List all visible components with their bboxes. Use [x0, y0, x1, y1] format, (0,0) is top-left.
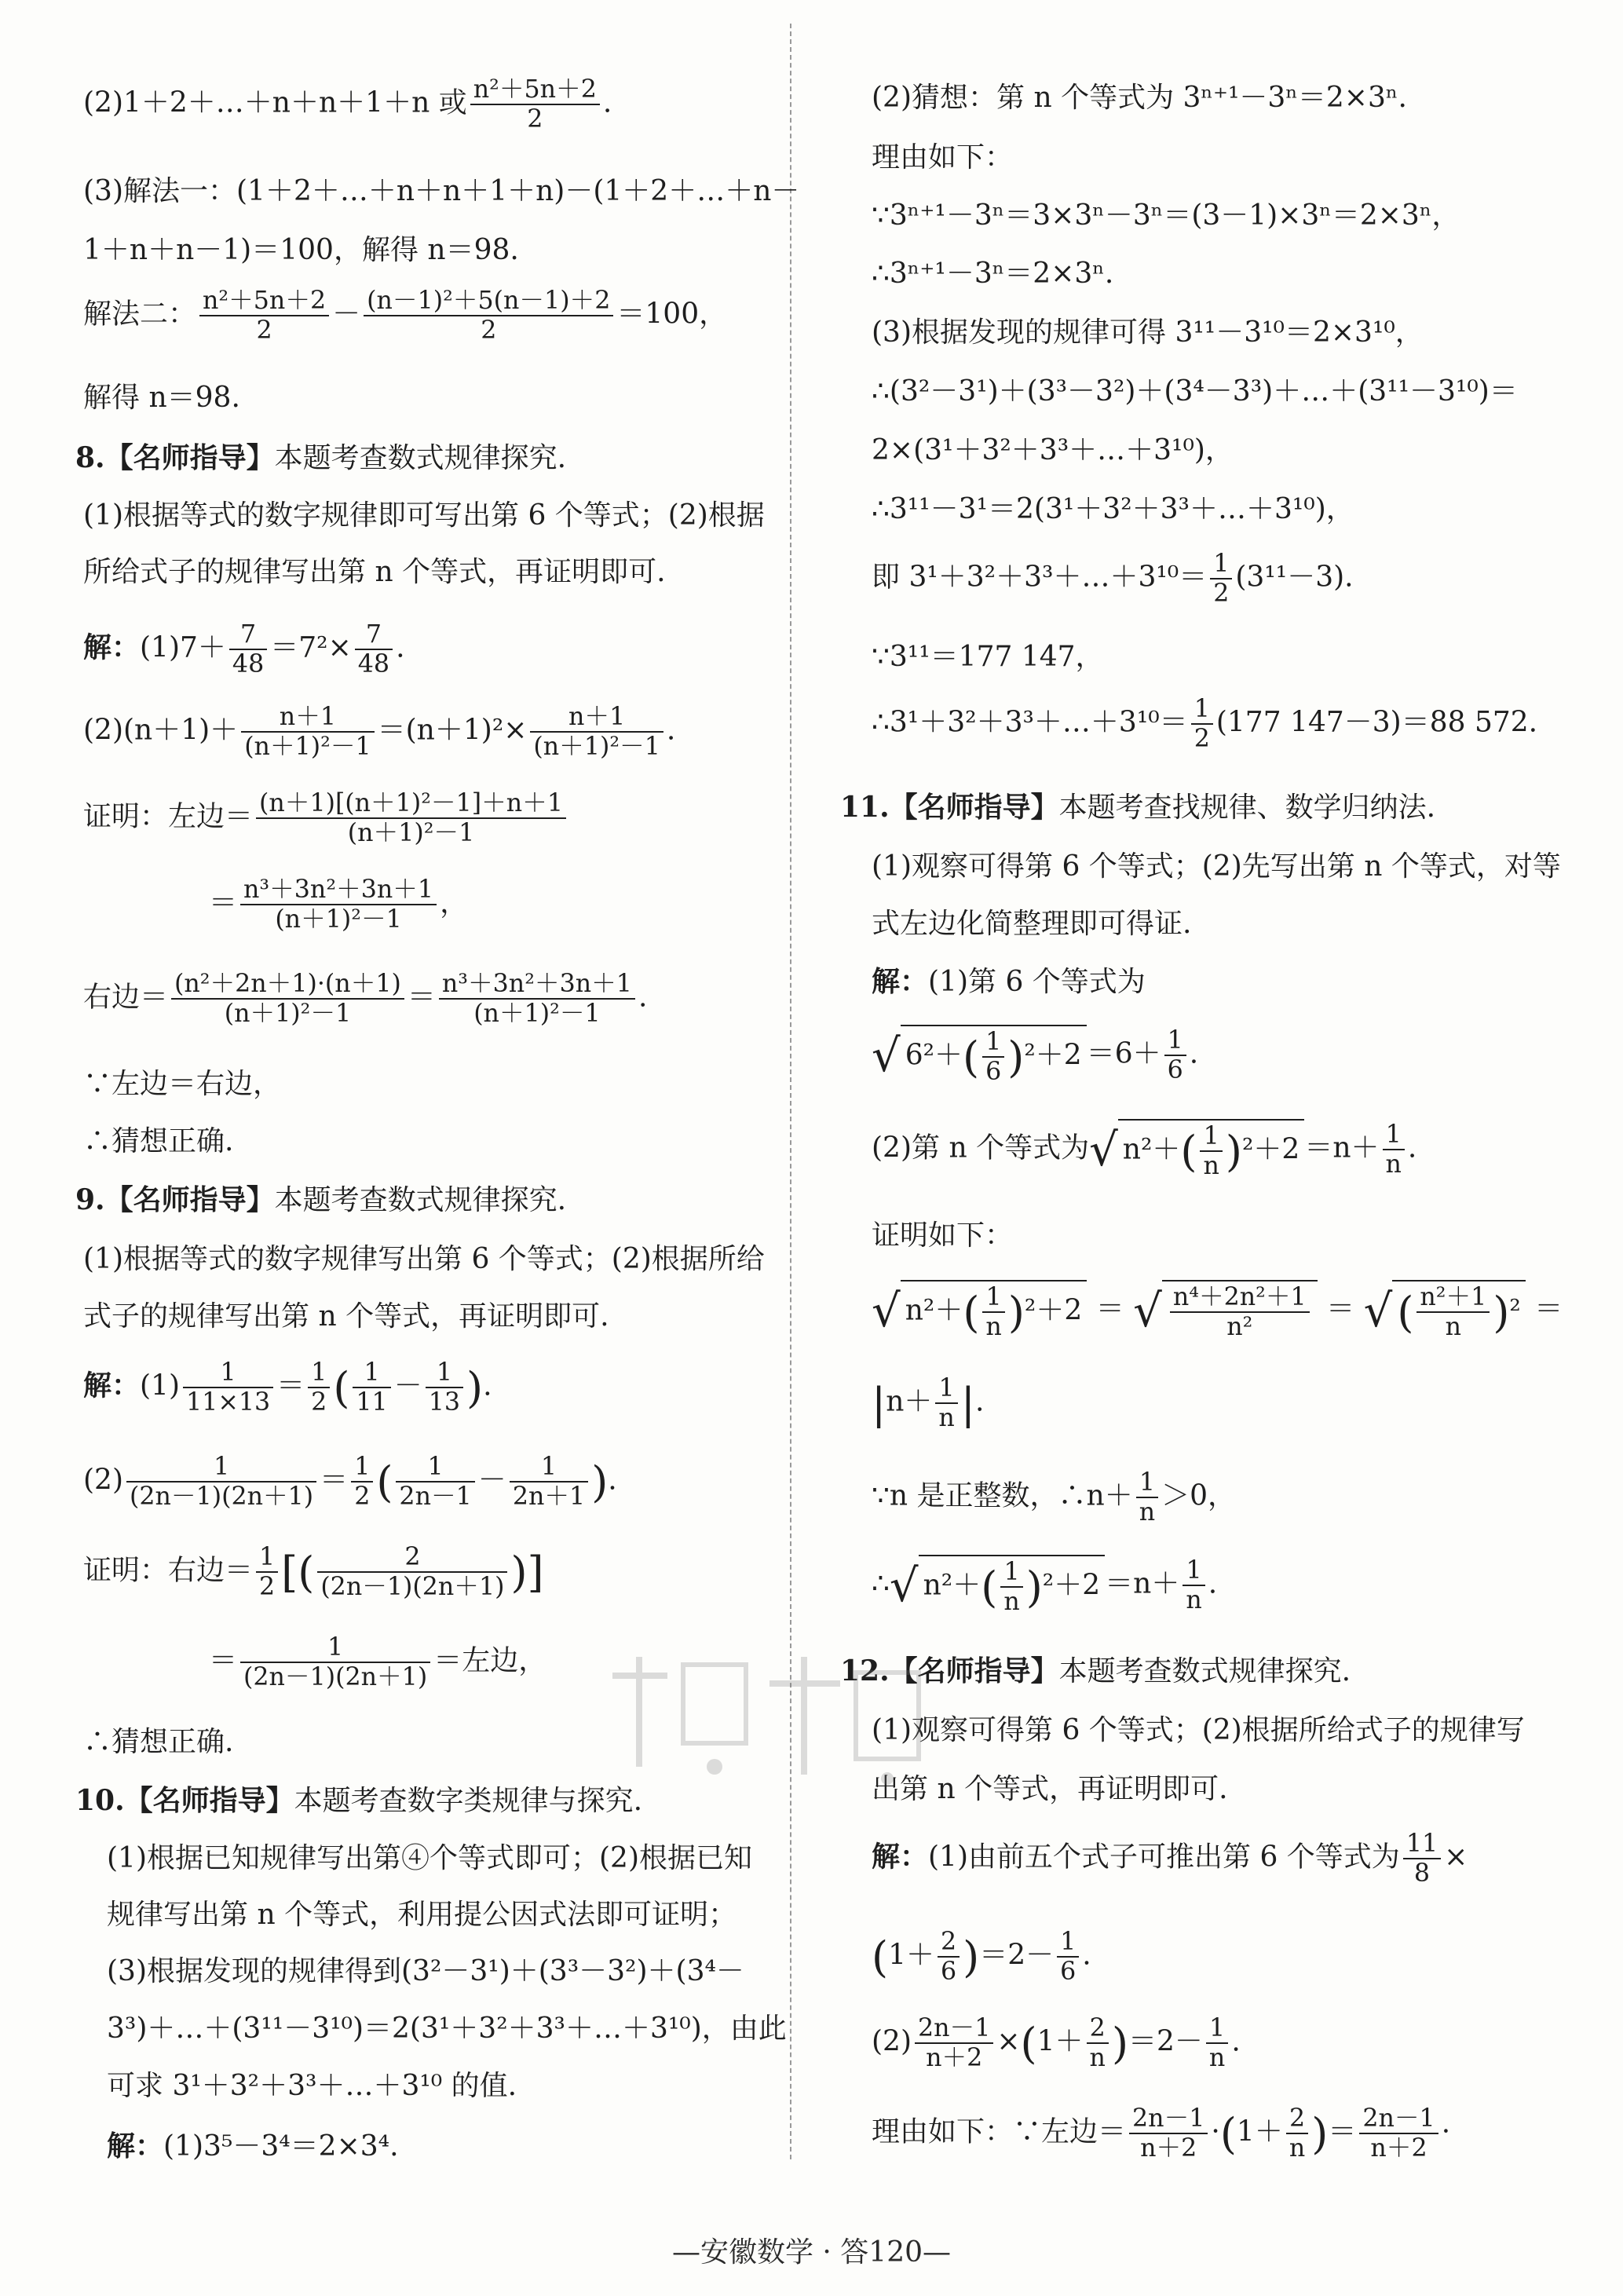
answer-line: 2×(3¹＋3²＋3³＋…＋3¹⁰)， [872, 434, 1234, 466]
question-8-header: 8.【名师指导】本题考查数式规律探究. [75, 441, 567, 474]
proof-line: ∵左边＝右边， [83, 1068, 282, 1100]
equation-line: ∴√ n²＋( $\frac{1}{n}$ )²＋2 ＝n＋ $\frac{1}{n}$ . [872, 1556, 1218, 1617]
left-column [75, 0, 800, 2296]
fraction: $\frac{\text{(n－1)²＋5(n－1)＋2}}{2}$ [364, 287, 613, 345]
guide-line: (1)观察可得第 6 个等式；(2)先写出第 n 个等式，对等 [872, 850, 1561, 883]
proof-line: ＝ $\frac{1}{(2n-1)(2n+1)}$ ＝左边， [209, 1633, 547, 1692]
guide-line: 规律写出第 n 个等式，利用提公因式法即可证明； [107, 1899, 737, 1931]
answer-line: (3)解法一：(1＋2＋…＋n＋n＋1＋n)－(1＋2＋…＋n－ [83, 175, 800, 207]
solution-line: 解：(1)第 6 个等式为 [872, 965, 1146, 998]
answer-line: (3)根据发现的规律可得 3¹¹－3¹⁰＝2×3¹⁰， [872, 316, 1424, 349]
guide-line: 3³)＋…＋(3¹¹－3¹⁰)＝2(3¹＋3²＋3³＋…＋3¹⁰)，由此 [107, 2013, 787, 2045]
stamp-watermark [597, 1641, 950, 1798]
teacher-guide-tag: 【名师指导】 [889, 791, 1059, 824]
solution-line: 解：(1)3⁵－3⁴＝2×3⁴. [107, 2130, 399, 2163]
equation-line: (2)第 n 个等式为√ n²＋( $\frac{1}{n}$ )²＋2 ＝n＋ $\frac{1}{n}$ . [872, 1121, 1417, 1181]
answer-line: ∴3ⁿ⁺¹－3ⁿ＝2×3ⁿ. [872, 258, 1114, 290]
guide-line: (3)根据发现的规律得到(3²－3¹)＋(3³－3²)＋(3⁴－ [107, 1955, 744, 1987]
teacher-guide-tag: 【名师指导】 [889, 1654, 1059, 1687]
answer-line: (2)1＋2＋…＋n＋n＋1＋n 或 $\frac{\text{n²＋5n＋2}}{2}$ . [83, 75, 612, 134]
proof-line: 证明：左边＝ $\frac{\text{(n＋1)[(n＋1)²－1]＋n＋1}}{\text{(n＋1)²－1}}$ [83, 789, 569, 848]
fraction: $\frac{\text{n²＋5n＋2}}{2}$ [199, 287, 329, 345]
solution-line: 解：(1)7＋ $\frac{7}{48}$ ＝7²× $\frac{7}{48}$ . [83, 620, 405, 679]
answer-line: 解得 n＝98. [83, 382, 240, 414]
guide-line: (1)根据等式的数字规律即可写出第 6 个等式；(2)根据 [83, 499, 765, 532]
fraction: $\frac{\text{n²＋5n＋2}}{2}$ [470, 75, 600, 134]
answer-line: 理由如下： [872, 141, 1014, 174]
solution-line: (2) $\frac{1}{(2n-1)(2n+1)}$ ＝ $\frac{1}{2}$ ( $\frac{1}{2n-1}$ － $\frac{1}{2n+1}$ ). [83, 1453, 617, 1512]
proof-line: 右边＝ $\frac{\text{(n²＋2n＋1)·(n＋1)}}{\text{(n＋1)²－1}}$ ＝ $\frac{\text{n³＋3n²＋3n＋1}}{\text{(n＋1)²－1}}$ . [83, 970, 648, 1029]
answer-line: ∴(3²－3¹)＋(3³－3²)＋(3⁴－3³)＋…＋(3¹¹－3¹⁰)＝ [872, 375, 1518, 408]
solution-line: (2)(n＋1)＋ $\frac{n+1}{\text{(n＋1)²－1}}$ ＝(n＋1)²× $\frac{n+1}{\text{(n＋1)²－1}}$ . [83, 703, 676, 762]
guide-line: (1)根据已知规律写出第④个等式即可；(2)根据已知 [107, 1842, 752, 1874]
solution-line: (2) $\frac{2n-1}{n+2}$ ×(1＋ $\frac{2}{n}$ )＝2－ $\frac{1}{n}$ . [872, 2014, 1241, 2073]
equation-line: ∵n 是正整数，∴n＋ $\frac{1}{n}$ ＞0， [872, 1468, 1237, 1527]
page-footer: —安徽数学 · 答120— [671, 2236, 952, 2269]
equation-line: √ 6²＋( $\frac{1}{6}$ )²＋2 ＝6＋ $\frac{1}{6}$ . [872, 1026, 1199, 1087]
question-11-header: 11.【名师指导】本题考查找规律、数学归纳法. [840, 791, 1436, 824]
proof-line: 证明如下： [872, 1219, 1014, 1252]
guide-line: (1)观察可得第 6 个等式；(2)根据所给式子的规律写 [872, 1714, 1525, 1746]
guide-line: 式左边化简整理即可得证. [872, 908, 1192, 940]
teacher-guide-tag: 【名师指导】 [124, 1784, 294, 1817]
proof-line: ∴猜想正确. [83, 1125, 234, 1157]
question-10-header: 10.【名师指导】本题考查数字类规律与探究. [75, 1784, 643, 1817]
guide-line: (1)根据等式的数字规律写出第 6 个等式；(2)根据所给 [83, 1243, 765, 1275]
answer-line: 即 3¹＋3²＋3³＋…＋3¹⁰＝ $\frac{1}{2}$ (3¹¹－3). [872, 550, 1354, 609]
solution-line: (1＋ $\frac{2}{6}$ )＝2－ $\frac{1}{6}$ . [872, 1928, 1091, 1987]
square-root: √ 6²＋( $\frac{1}{6}$ )²＋2 [872, 1025, 1087, 1087]
equation-line: √ n²＋( $\frac{1}{n}$ )²＋2 ＝ √ $\frac{\text{n⁴＋2n²＋1}}{\text{n²}}$ ＝ √ ( $\frac{\text{n²＋1}}{n}$ )² ＝ [872, 1280, 1563, 1342]
solution-line: 解：(1) $\frac{1}{11\times 13}$ ＝ $\frac{1}{2}$ ( $\frac{1}{11}$ － $\frac{1}{13}$ ). [83, 1358, 492, 1417]
answer-line: ∵3ⁿ⁺¹－3ⁿ＝3×3ⁿ－3ⁿ＝(3－1)×3ⁿ＝2×3ⁿ， [872, 199, 1460, 232]
guide-line: 可求 3¹＋3²＋3³＋…＋3¹⁰ 的值. [107, 2070, 517, 2102]
solution-line: 解：(1)由前五个式子可推出第 6 个等式为 $\frac{11}{8}$ × [872, 1830, 1468, 1888]
teacher-guide-tag: 【名师指导】 [104, 1183, 275, 1216]
guide-line: 出第 n 个等式，再证明即可. [872, 1773, 1228, 1805]
column-divider [790, 24, 791, 2159]
answer-line: (2)猜想：第 n 个等式为 3ⁿ⁺¹－3ⁿ＝2×3ⁿ. [872, 82, 1407, 114]
question-12-header: 12.【名师指导】本题考查数式规律探究. [840, 1654, 1351, 1687]
proof-line: ＝ $\frac{\text{n³＋3n²＋3n＋1}}{\text{(n＋1)²－1}}$ ， [209, 876, 469, 934]
guide-line: 所给式子的规律写出第 n 个等式，再证明即可. [83, 556, 666, 588]
solution-line: 理由如下：∵左边＝ $\frac{2n-1}{n+2}$ ·(1＋ $\frac{2}{n}$ )＝ $\frac{2n-1}{n+2}$ · [872, 2104, 1451, 2163]
equation-line: |n＋ $\frac{1}{n}$ |. [872, 1374, 985, 1433]
answer-line: ∴3¹¹－3¹＝2(3¹＋3²＋3³＋…＋3¹⁰)， [872, 493, 1354, 525]
question-9-header: 9.【名师指导】本题考查数式规律探究. [75, 1183, 567, 1216]
answer-line: 解法二： $\frac{\text{n²＋5n＋2}}{2}$ － $\frac{\text{(n－1)²＋5(n－1)＋2}}{2}$ ＝100， [83, 287, 728, 345]
proof-line: ∴猜想正确. [83, 1726, 234, 1758]
guide-line: 式子的规律写出第 n 个等式，再证明即可. [83, 1300, 609, 1333]
answer-line: ∵3¹¹＝177 147， [872, 641, 1104, 673]
right-column [840, 0, 1563, 2296]
answer-line: ∴3¹＋3²＋3³＋…＋3¹⁰＝ $\frac{1}{2}$ (177 147－3)＝88 572. [872, 695, 1538, 754]
teacher-guide-tag: 【名师指导】 [104, 441, 275, 474]
answer-line: 1＋n＋n－1)＝100，解得 n＝98. [83, 234, 519, 266]
proof-line: 证明：右边＝ $\frac{1}{2}$ [( $\frac{2}{(2n-1)(2n+1)}$ )] [83, 1543, 544, 1602]
